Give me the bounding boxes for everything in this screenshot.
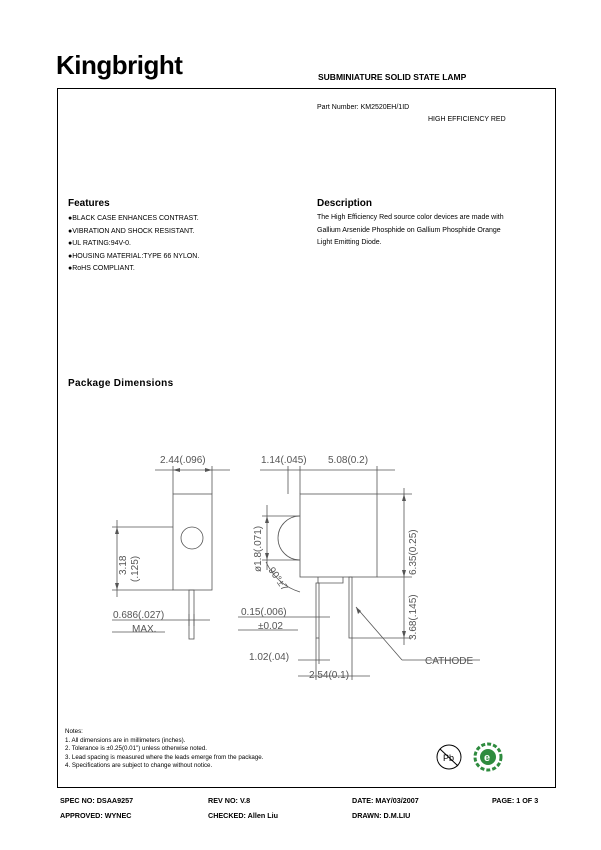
dim-lead-pitch-small: 1.02(.04) — [249, 652, 290, 663]
side-view-lead — [189, 590, 194, 639]
front-view-body — [300, 494, 377, 577]
lens-dome — [278, 516, 300, 560]
dim-height-b: (.125) — [130, 555, 141, 582]
description-line: The High Efficiency Red source color devices are made with — [317, 214, 504, 221]
description-heading: Description — [317, 198, 373, 209]
dim-angle: 90°±7 — [265, 565, 290, 594]
dim-height-a: 3.18 — [118, 555, 129, 575]
note-line: 3. Lead spacing is measured where the leads emerge from the package. — [65, 753, 264, 761]
dim-width-top: 2.44(.096) — [160, 455, 206, 466]
note-line: 4. Specifications are subject to change without notice. — [65, 762, 213, 769]
list-item: ●BLACK CASE ENHANCES CONTRAST. — [68, 215, 199, 222]
dim-tolerance: ±0.02 — [258, 621, 283, 632]
description-line: Light Emitting Diode. — [317, 239, 382, 246]
cathode-label: CATHODE — [425, 656, 474, 667]
drawn-by: DRAWN: D.M.LIU — [352, 811, 411, 820]
dim-lead-width: 0.686(.027) — [113, 610, 165, 621]
pb-symbol: Pb — [443, 753, 455, 763]
part-number: Part Number: KM2520EH/1ID — [317, 104, 410, 111]
brand-logo: Kingbright — [56, 50, 183, 80]
page-number: PAGE: 1 OF 3 — [492, 796, 539, 805]
note-line: 1. All dimensions are in millimeters (inches). — [65, 736, 186, 744]
dim-lead-length: 3.68(.145) — [408, 594, 419, 640]
pb-free-icon — [437, 745, 461, 769]
notes-block — [65, 728, 263, 771]
revision-number: REV NO: V.8 — [208, 796, 251, 805]
list-item: ●VIBRATION AND SHOCK RESISTANT. — [68, 227, 195, 235]
approved-by: APPROVED: WYNEC — [60, 811, 132, 820]
dim-lead-thickness: 0.15(.006) — [241, 607, 287, 618]
dim-lead-pitch: 2.54(0.1) — [309, 670, 350, 681]
dim-max: MAX. — [132, 624, 157, 635]
side-view-body — [173, 494, 212, 590]
list-item: ●UL RATING:94V-0. — [68, 240, 131, 247]
lens-circle — [181, 527, 203, 549]
dim-lens-diameter: ø1.8(.071) — [253, 525, 264, 572]
description-line: Gallium Arsenide Phosphide on Gallium Phosphide Orange — [317, 226, 501, 234]
emission-color: HIGH EFFICIENCY RED — [428, 116, 506, 123]
e-symbol: e — [484, 752, 491, 764]
features-heading: Features — [68, 198, 110, 209]
rohs-e-icon — [475, 744, 501, 770]
document-title: SUBMINIATURE SOLID STATE LAMP — [318, 72, 467, 82]
list-item: ●RoHS COMPLIANT. — [68, 265, 135, 272]
front-view-lead-right — [349, 577, 352, 638]
checked-by: CHECKED: Allen Liu — [208, 811, 279, 820]
front-view-lead-left — [316, 583, 319, 638]
note-line: 2. Tolerance is ±0.25(0.01") unless otherwise noted. — [65, 745, 208, 752]
dim-body-depth: 5.08(0.2) — [328, 455, 369, 466]
dim-lead-offset: 1.14(.045) — [261, 455, 307, 466]
document-date: DATE: MAY/03/2007 — [352, 796, 419, 805]
package-dimensions-heading: Package Dimensions — [68, 378, 174, 389]
note-line: Notes: — [65, 728, 83, 735]
dim-body-height: 6.35(0.25) — [408, 529, 419, 575]
list-item: ●HOUSING MATERIAL:TYPE 66 NYLON. — [68, 252, 200, 260]
spec-number: SPEC NO: DSAA9257 — [60, 796, 134, 805]
